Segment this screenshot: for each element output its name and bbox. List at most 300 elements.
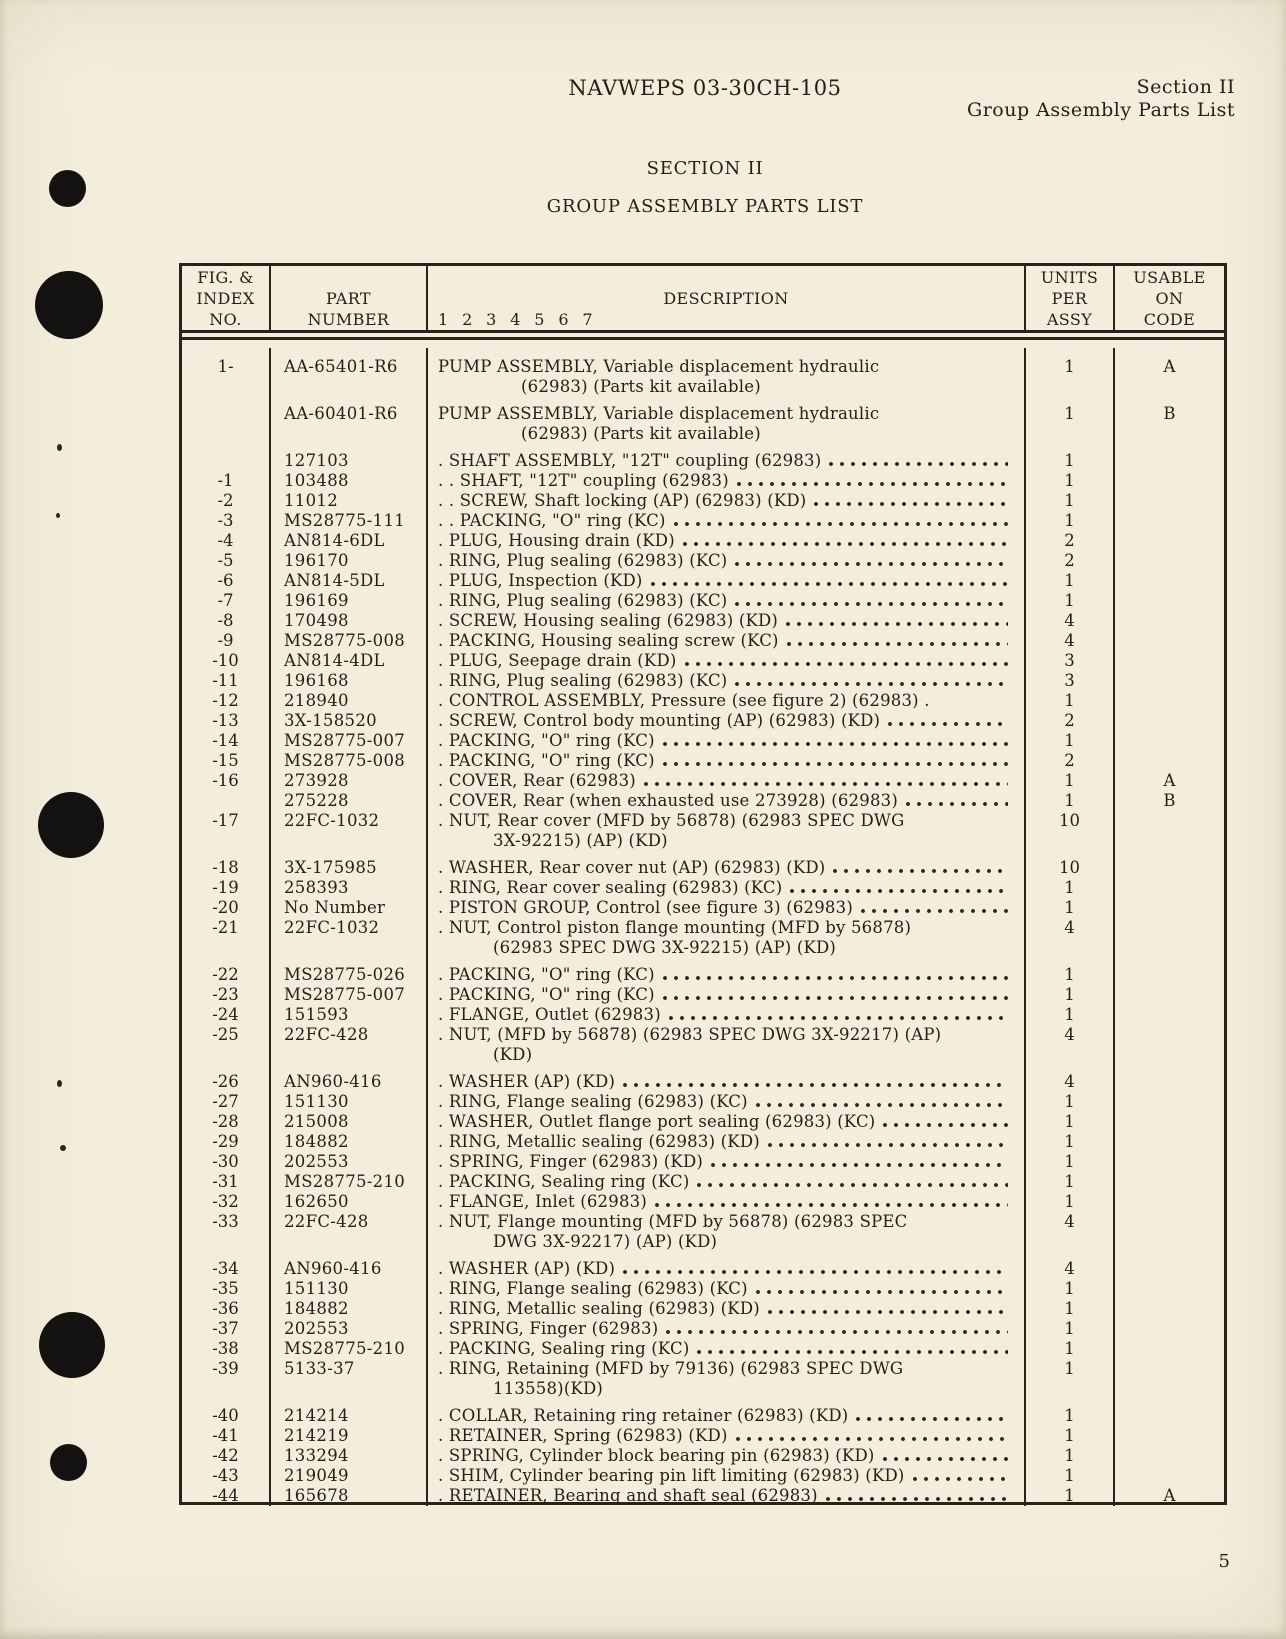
description-cell (428, 1426, 1026, 1446)
description-text: . RING, Retaining (MFD by 79136) (62983 SPEC DWG (438, 1359, 904, 1378)
description-cell (428, 1466, 1026, 1486)
dot-leader (622, 1262, 1008, 1277)
description-cell (428, 1279, 1026, 1299)
code-cell (1115, 731, 1224, 751)
code-cell (1115, 1212, 1224, 1259)
dot-leader (882, 1449, 1008, 1464)
table-row (182, 1132, 1224, 1152)
description-cell (428, 811, 1026, 858)
description-line (438, 511, 1010, 531)
dot-leader (662, 734, 1008, 749)
code-cell: B (1163, 791, 1176, 810)
header-section-label: Section II (1136, 76, 1235, 98)
dot-leader (755, 1095, 1008, 1110)
dot-leader (696, 1175, 1008, 1190)
units-cell: 1 (1026, 965, 1115, 985)
fig-index-cell: -40 (182, 1406, 271, 1426)
description-line (438, 1092, 1010, 1112)
dot-leader (668, 1008, 1008, 1023)
part-number-cell: AN960-416 (271, 1072, 428, 1092)
table-row (182, 1319, 1224, 1339)
description-text: . PACKING, "O" ring (KC) (438, 985, 655, 1004)
description-line (438, 1406, 1010, 1426)
header-line: INDEX (196, 289, 255, 308)
table-row (182, 711, 1224, 731)
description-cell (428, 348, 1026, 404)
table-row (182, 878, 1224, 898)
description-line (438, 751, 1010, 771)
description-text: . SPRING, Cylinder block bearing pin (62983) (KD) (438, 1446, 875, 1465)
dot-leader (662, 754, 1008, 769)
fig-index-cell: -13 (182, 711, 271, 731)
description-cell (428, 551, 1026, 571)
description-text: . WASHER, Rear cover nut (AP) (62983) (KD) (438, 858, 826, 877)
ink-speck (57, 444, 62, 451)
description-line (438, 451, 1010, 471)
description-text: . SCREW, Housing sealing (62983) (KD) (438, 611, 779, 630)
units-cell: 1 (1026, 771, 1115, 791)
description-text: (62983 SPEC DWG 3X-92215) (AP) (KD) (493, 938, 837, 957)
description-text: . RING, Flange sealing (62983) (KC) (438, 1092, 748, 1111)
code-cell (1115, 1152, 1224, 1172)
fig-index-cell: -3 (182, 511, 271, 531)
table-row (182, 1259, 1224, 1279)
part-number-cell: MS28775-007 (271, 731, 428, 751)
description-text: . SHIM, Cylinder bearing pin lift limiting (62983) (KD) (438, 1466, 905, 1485)
table-row (182, 1446, 1224, 1466)
table-row (182, 631, 1224, 651)
table-row (182, 771, 1224, 791)
ink-speck (57, 1080, 62, 1087)
description-line (438, 898, 1010, 918)
description-text: . RETAINER, Bearing and shaft seal (62983) (438, 1486, 818, 1505)
description-line (438, 1005, 1010, 1025)
table-row (182, 1172, 1224, 1192)
dot-leader (684, 654, 1008, 669)
description-line (438, 791, 1010, 811)
description-text: . PACKING, Housing sealing screw (KC) (438, 631, 779, 650)
header-fig-index (182, 266, 271, 332)
fig-index-cell: -18 (182, 858, 271, 878)
description-cell (428, 1005, 1026, 1025)
part-number-cell: 22FC-1032 (271, 811, 428, 858)
description-text: . PACKING, Sealing ring (KC) (438, 1172, 690, 1191)
punch-hole (35, 271, 103, 339)
dot-leader (696, 1342, 1008, 1357)
part-number-cell: 5133-37 (271, 1359, 428, 1406)
code-cell (1115, 1259, 1224, 1279)
description-line (438, 965, 1010, 985)
code-cell (1115, 751, 1224, 771)
units-cell: 1 (1026, 691, 1115, 711)
units-cell: 1 (1026, 1426, 1115, 1446)
code-cell: A (1163, 357, 1176, 376)
units-cell: 1 (1026, 1299, 1115, 1319)
dot-leader (622, 1075, 1008, 1090)
fig-index-cell: -14 (182, 731, 271, 751)
table-row (182, 1072, 1224, 1092)
table-row (182, 611, 1224, 631)
table-row (182, 898, 1224, 918)
dot-leader (734, 554, 1008, 569)
units-cell: 1 (1026, 1005, 1115, 1025)
code-cell (1115, 878, 1224, 898)
table-row (182, 1279, 1224, 1299)
table-row (182, 1486, 1224, 1506)
description-cell (428, 531, 1026, 551)
units-cell: 4 (1026, 1212, 1115, 1259)
part-number-cell: MS28775-210 (271, 1339, 428, 1359)
description-cell (428, 1112, 1026, 1132)
description-line (438, 1466, 1010, 1486)
description-cell (428, 571, 1026, 591)
description-cell (428, 651, 1026, 671)
description-line (438, 591, 1010, 611)
dot-leader (673, 514, 1008, 529)
description-line (438, 811, 1010, 831)
dot-leader (734, 594, 1008, 609)
code-cell (1115, 1072, 1224, 1092)
table-body (182, 340, 1224, 1505)
units-cell: 1 (1026, 731, 1115, 751)
fig-index-cell: -12 (182, 691, 271, 711)
part-number-cell: 196168 (271, 671, 428, 691)
units-cell: 1 (1026, 1446, 1115, 1466)
units-cell: 1 (1026, 348, 1115, 404)
part-number-cell: AN814-6DL (271, 531, 428, 551)
table-row (182, 1112, 1224, 1132)
description-line (438, 1025, 1010, 1045)
fig-index-cell: -19 (182, 878, 271, 898)
part-number-cell: MS28775-008 (271, 751, 428, 771)
dot-leader (825, 1489, 1008, 1504)
units-cell: 1 (1026, 571, 1115, 591)
fig-index-cell: -35 (182, 1279, 271, 1299)
fig-index-cell: -28 (182, 1112, 271, 1132)
units-cell: 4 (1026, 631, 1115, 651)
description-text: . NUT, Control piston flange mounting (MFD by 56878) (438, 918, 912, 937)
description-cell (428, 671, 1026, 691)
description-line (438, 1299, 1010, 1319)
code-cell (1115, 1319, 1224, 1339)
description-cell (428, 1192, 1026, 1212)
header-line: NUMBER (307, 310, 390, 329)
dot-leader (786, 634, 1008, 649)
dot-leader (855, 1409, 1008, 1424)
part-number-cell: 11012 (271, 491, 428, 511)
description-cell (428, 1359, 1026, 1406)
description-cell (428, 771, 1026, 791)
units-cell: 10 (1026, 811, 1115, 858)
table-row (182, 531, 1224, 551)
units-cell: 1 (1026, 491, 1115, 511)
part-number-cell: 214214 (271, 1406, 428, 1426)
code-cell (1115, 1299, 1224, 1319)
table-row (182, 1025, 1224, 1072)
description-cell (428, 878, 1026, 898)
code-cell (1115, 691, 1224, 711)
description-text: . WASHER (AP) (KD) (438, 1259, 616, 1278)
table-row (182, 1426, 1224, 1446)
dot-leader (643, 774, 1008, 789)
description-line (438, 711, 1010, 731)
code-cell (1115, 571, 1224, 591)
fig-index-cell: -15 (182, 751, 271, 771)
part-number-cell: MS28775-210 (271, 1172, 428, 1192)
dot-leader (887, 714, 1008, 729)
table-row (182, 1466, 1224, 1486)
description-line (438, 938, 1010, 958)
header-group-label: Group Assembly Parts List (967, 99, 1235, 121)
fig-index-cell: -22 (182, 965, 271, 985)
fig-index-cell: -44 (182, 1486, 271, 1506)
description-text: . SHAFT ASSEMBLY, "12T" coupling (62983) (438, 451, 822, 470)
units-cell: 1 (1026, 471, 1115, 491)
units-cell: 3 (1026, 671, 1115, 691)
table-row (182, 1005, 1224, 1025)
description-line (438, 424, 1010, 444)
code-cell (1115, 1426, 1224, 1446)
header-line: DESCRIPTION (663, 289, 789, 308)
description-cell (428, 791, 1026, 811)
header-line: USABLE (1133, 268, 1206, 287)
table-row (182, 1152, 1224, 1172)
part-number-cell: AA-65401-R6 (271, 348, 428, 404)
description-text: . RING, Flange sealing (62983) (KC) (438, 1279, 748, 1298)
units-cell: 2 (1026, 551, 1115, 571)
description-cell (428, 731, 1026, 751)
description-text: . SPRING, Finger (62983) (438, 1319, 659, 1338)
dot-leader (813, 494, 1008, 509)
units-cell: 1 (1026, 898, 1115, 918)
description-line (438, 1045, 1010, 1065)
fig-index-cell: -10 (182, 651, 271, 671)
dot-leader (755, 1282, 1008, 1297)
description-line (438, 531, 1010, 551)
header-line: UNITS (1040, 268, 1099, 287)
description-line (438, 1359, 1010, 1379)
fig-index-cell: -16 (182, 771, 271, 791)
description-line (438, 1072, 1010, 1092)
description-line (438, 651, 1010, 671)
code-cell (1115, 651, 1224, 671)
part-number-cell: 3X-158520 (271, 711, 428, 731)
units-cell: 4 (1026, 1025, 1115, 1072)
table-row (182, 985, 1224, 1005)
units-cell: 1 (1026, 1319, 1115, 1339)
description-text: . PISTON GROUP, Control (see figure 3) (62983) (438, 898, 853, 917)
part-number-cell: 133294 (271, 1446, 428, 1466)
fig-index-cell (182, 791, 271, 811)
fig-index-cell: -26 (182, 1072, 271, 1092)
header-usable-on-code (1115, 266, 1224, 332)
fig-index-cell: -42 (182, 1446, 271, 1466)
description-text: . RETAINER, Spring (62983) (KD) (438, 1426, 728, 1445)
dot-leader (828, 454, 1008, 469)
description-line (438, 571, 1010, 591)
part-number-cell: 184882 (271, 1299, 428, 1319)
dot-leader (785, 614, 1008, 629)
code-cell (1115, 1025, 1224, 1072)
code-cell (1115, 1112, 1224, 1132)
table-row (182, 751, 1224, 771)
header-double-rule (182, 333, 1224, 340)
description-text: . PLUG, Inspection (KD) (438, 571, 643, 590)
description-cell (428, 611, 1026, 631)
part-number-cell: 275228 (271, 791, 428, 811)
table-header (182, 266, 1224, 333)
code-cell (1115, 1005, 1224, 1025)
description-line (438, 631, 1010, 651)
description-cell (428, 1486, 1026, 1506)
fig-index-cell: -38 (182, 1339, 271, 1359)
description-text: (KD) (493, 1045, 533, 1064)
description-cell (428, 1072, 1026, 1092)
description-line (438, 771, 1010, 791)
description-text: . . SCREW, Shaft locking (AP) (62983) (KD) (438, 491, 807, 510)
description-text: . SCREW, Control body mounting (AP) (62983) (KD) (438, 711, 881, 730)
description-cell (428, 1299, 1026, 1319)
dot-leader (650, 574, 1008, 589)
units-cell: 1 (1026, 1172, 1115, 1192)
units-cell: 2 (1026, 751, 1115, 771)
description-text: . FLANGE, Outlet (62983) (438, 1005, 661, 1024)
part-number-cell: 127103 (271, 451, 428, 471)
units-cell: 1 (1026, 1339, 1115, 1359)
units-cell: 1 (1026, 1466, 1115, 1486)
description-text: . WASHER, Outlet flange port sealing (62983) (KC) (438, 1112, 876, 1131)
description-cell (428, 918, 1026, 965)
description-line (438, 1112, 1010, 1132)
description-line (438, 691, 1010, 711)
description-text: PUMP ASSEMBLY, Variable displacement hydraulic (438, 357, 880, 376)
table-row (182, 811, 1224, 858)
description-line (438, 551, 1010, 571)
description-cell (428, 985, 1026, 1005)
part-number-cell: MS28775-026 (271, 965, 428, 985)
code-cell (1115, 858, 1224, 878)
part-number-cell: 202553 (271, 1319, 428, 1339)
description-cell (428, 591, 1026, 611)
units-cell: 1 (1026, 1486, 1115, 1506)
units-cell: 1 (1026, 591, 1115, 611)
description-line (438, 611, 1010, 631)
part-number-cell: 215008 (271, 1112, 428, 1132)
units-cell: 1 (1026, 404, 1115, 451)
dot-leader (905, 794, 1008, 809)
description-text: . RING, Metallic sealing (62983) (KD) (438, 1132, 760, 1151)
description-text: DWG 3X-92217) (AP) (KD) (493, 1232, 718, 1251)
description-line (438, 1446, 1010, 1466)
description-cell (428, 404, 1026, 451)
description-line (438, 471, 1010, 491)
part-number-cell: 22FC-428 (271, 1025, 428, 1072)
fig-index-cell: -4 (182, 531, 271, 551)
fig-index-cell: -20 (182, 898, 271, 918)
description-line (438, 858, 1010, 878)
fig-index-cell: -6 (182, 571, 271, 591)
code-cell (1115, 1132, 1224, 1152)
dot-leader (665, 1322, 1008, 1337)
dot-leader (735, 1429, 1008, 1444)
part-number-cell: 219049 (271, 1466, 428, 1486)
units-cell: 1 (1026, 1152, 1115, 1172)
description-text: . FLANGE, Inlet (62983) (438, 1192, 647, 1211)
table-row (182, 1212, 1224, 1259)
fig-index-cell: -24 (182, 1005, 271, 1025)
page-number: 5 (1218, 1551, 1230, 1572)
table-row (182, 918, 1224, 965)
description-line (438, 1259, 1010, 1279)
table-row (182, 571, 1224, 591)
units-cell: 4 (1026, 1259, 1115, 1279)
description-line (438, 357, 1010, 377)
description-line (438, 918, 1010, 938)
units-cell: 1 (1026, 878, 1115, 898)
header-line: PER (1051, 289, 1088, 308)
table-row (182, 791, 1224, 811)
description-text: . PACKING, Sealing ring (KC) (438, 1339, 690, 1358)
part-number-cell: 162650 (271, 1192, 428, 1212)
code-cell (1115, 611, 1224, 631)
description-cell (428, 965, 1026, 985)
table-row (182, 404, 1224, 451)
code-cell (1115, 811, 1224, 858)
description-line (438, 1319, 1010, 1339)
table-row (182, 491, 1224, 511)
part-number-cell: AN814-4DL (271, 651, 428, 671)
description-text: PUMP ASSEMBLY, Variable displacement hydraulic (438, 404, 880, 423)
code-cell (1115, 1092, 1224, 1112)
dot-leader (832, 861, 1008, 876)
description-cell (428, 631, 1026, 651)
part-number-cell: AN960-416 (271, 1259, 428, 1279)
dot-leader (710, 1155, 1008, 1170)
description-cell (428, 1172, 1026, 1192)
description-cell (428, 1212, 1026, 1259)
description-cell (428, 1446, 1026, 1466)
description-cell (428, 511, 1026, 531)
description-text: . NUT, Flange mounting (MFD by 56878) (62983 SPEC (438, 1212, 908, 1231)
description-line (438, 1212, 1010, 1232)
description-text: . . SHAFT, "12T" coupling (62983) (438, 471, 729, 490)
units-cell: 1 (1026, 1359, 1115, 1406)
code-cell (1115, 1446, 1224, 1466)
description-text: . NUT, Rear cover (MFD by 56878) (62983 SPEC DWG (438, 811, 905, 830)
units-cell: 1 (1026, 511, 1115, 531)
fig-index-cell: -7 (182, 591, 271, 611)
code-cell (1115, 1406, 1224, 1426)
part-number-cell: 196170 (271, 551, 428, 571)
fig-index-cell: -5 (182, 551, 271, 571)
part-number-cell: 273928 (271, 771, 428, 791)
description-cell (428, 711, 1026, 731)
description-text: . PLUG, Seepage drain (KD) (438, 651, 677, 670)
code-cell (1115, 965, 1224, 985)
code-cell (1115, 1172, 1224, 1192)
description-text: . PACKING, "O" ring (KC) (438, 731, 655, 750)
part-number-cell: 218940 (271, 691, 428, 711)
description-text: . COVER, Rear (when exhausted use 273928) (62983) (438, 791, 898, 810)
code-cell (1115, 985, 1224, 1005)
part-number-cell: AA-60401-R6 (271, 404, 428, 451)
description-cell (428, 898, 1026, 918)
table-row (182, 1359, 1224, 1406)
code-cell (1115, 511, 1224, 531)
description-text: . CONTROL ASSEMBLY, Pressure (see figure 2) (62983) . (438, 691, 930, 710)
code-cell (1115, 1359, 1224, 1406)
description-line (438, 1152, 1010, 1172)
